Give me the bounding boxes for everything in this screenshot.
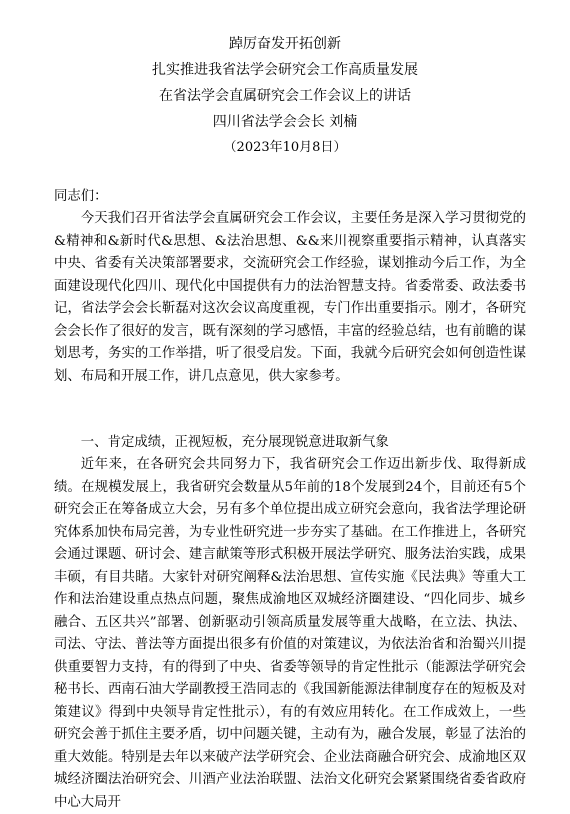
document-subtitle: 扎实推进我省法学会研究会工作高质量发展 <box>152 62 418 78</box>
document-title: 踔厉奋发开拓创新 <box>229 36 341 52</box>
salutation: 同志们： <box>54 189 108 204</box>
speaker-line: 四川省法学会会长 刘楠 <box>212 114 358 130</box>
speech-occasion: 在省法学会直属研究会工作会议上的讲话 <box>159 88 411 104</box>
paragraph-intro: 今天我们召开省法学会直属研究会工作会议，主要任务是深入学习贯彻党的&精神和&新时代&思想、&法治思想、&&来川视察重要指示精神，认真落实中央、省委有关决策部署要求，交流研究会工作经验，谋划推动今后工作，为全面建设现代化四川、现代化中国提供有力的法治智慧支持。省委常委、政法委书记，省法学会会长靳磊对这次会议高度重视，专门作出重要指示。刚才，各研究会会长作了很好的发言，既有深刻的学习感悟，丰富的经验总结，也有前瞻的谋划思考，务实的工作举措，听了很受启发。下面，我就今后研究会如何创造性谋划、布局和开展工作，讲几点意见，供大家参考。 <box>54 211 526 384</box>
section-heading-1: 一、肯定成绩，正视短板，充分展现锐意进取新气象 <box>80 435 389 450</box>
speech-date: （2023年10月8日） <box>223 140 347 155</box>
paragraph-achievements: 近年来，在各研究会共同努力下，我省研究会工作迈出新步伐、取得新成绩。在规模发展上，我省研究会数量从5年前的18个发展到24个，目前还有5个研究会正在筹备成立大会，另有多个单位提出成立研究会意向，我省法学理论研究体系加快布局完善，为专业性研究进一步夯实了基础。在工作推进上，各研究会通过课题、研讨会、建言献策等形式积极开展法学研究、服务法治实践，成果丰硕，有目共睹。大家针对研究阐释&法治思想、宣传实施《民法典》等重大工作和法治建设重点热点问题，聚焦成渝地区双城经济圈建设、“四化同步、城乡融合、五区共兴”部署、创新驱动引领高质量发展等重大战略，在立法、执法、司法、守法、普法等方面提出很多有价值的对策建议，为依法治省和治蜀兴川提供重要智力支持，有的得到了中央、省委等领导的肯定性批示（能源法学研究会秘书长、西南石油大学副教授王浩同志的《我国新能源法律制度存在的短板及对策建议》得到中央领导肯定性批示），有的有效应用转化。在工作成效上，一些研究会善于抓住主要矛盾，切中问题关键，主动有为，融合发展，彰显了法治的重大效能。特别是去年以来破产法学研究会、企业法商融合研究会、成渝地区双城经济圈法治研究会、川酒产业法治联盟、法治文化研究会紧紧围绕省委省政府中心大局开 <box>54 457 526 810</box>
